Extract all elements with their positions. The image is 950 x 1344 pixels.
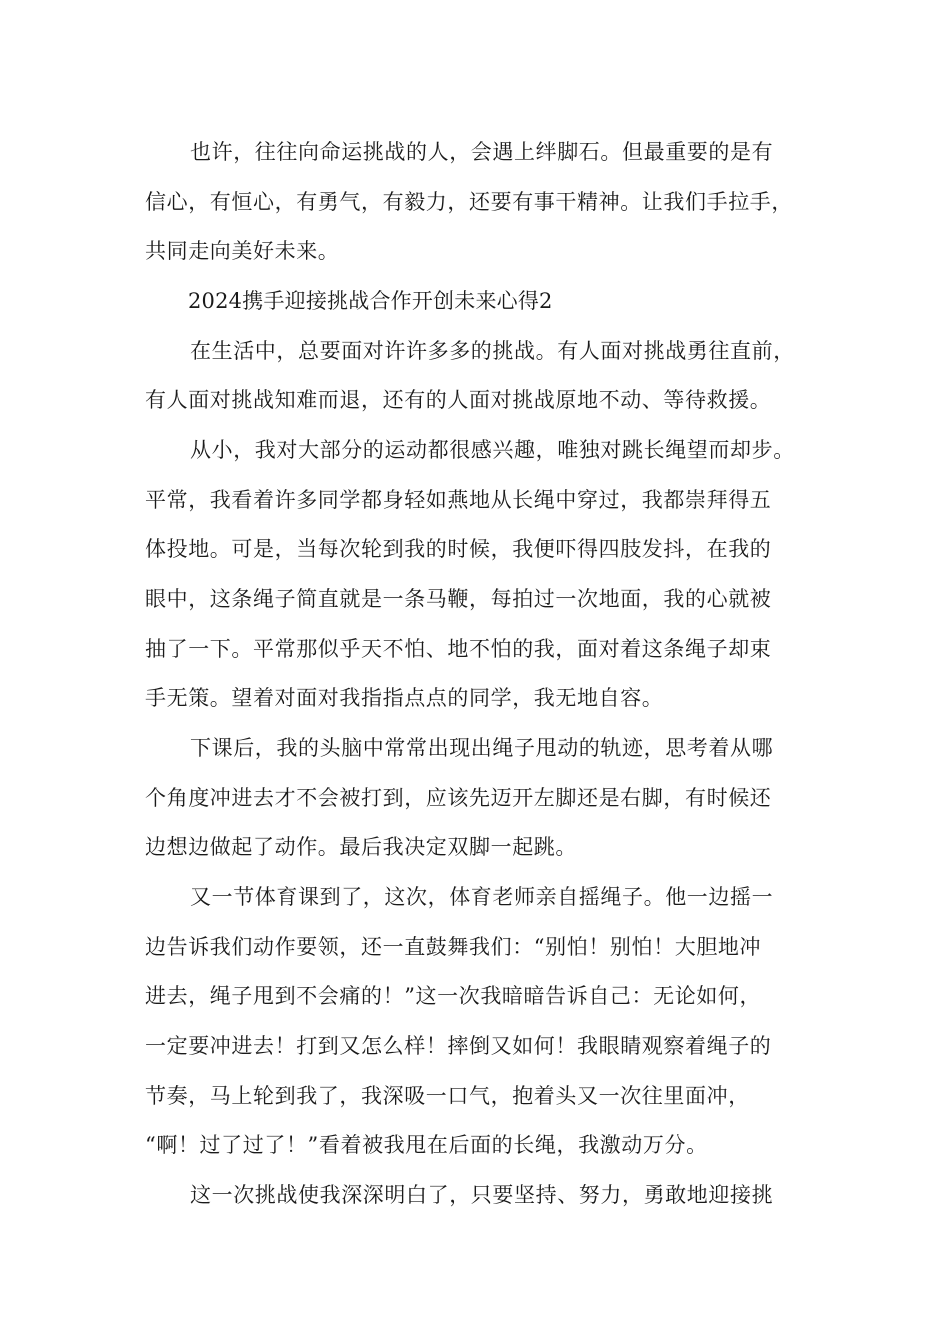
paragraph-line: 下课后，我的头脑中常常出现出绳子甩动的轨迹，思考着从哪 xyxy=(190,736,774,760)
paragraph-line: 有人面对挑战知难而退，还有的人面对挑战原地不动、等待救援。 xyxy=(145,388,772,412)
paragraph-line: 进去，绳子甩到不会痛的！”这一次我暗暗告诉自己：无论如何， xyxy=(145,984,762,1008)
paragraph-line: 眼中，这条绳子简直就是一条马鞭，每拍过一次地面，我的心就被 xyxy=(145,587,772,611)
section-heading: 2024携手迎接挑战合作开创未来心得2 xyxy=(188,289,553,313)
paragraph-line: 边告诉我们动作要领，还一直鼓舞我们：“别怕！别怕！大胆地冲 xyxy=(145,935,762,959)
paragraph-line: 抽了一下。平常那似乎天不怕、地不怕的我，面对着这条绳子却束 xyxy=(145,637,772,661)
paragraph-line: 又一节体育课到了，这次，体育老师亲自摇绳子。他一边摇一 xyxy=(190,885,774,909)
paragraph-line: 一定要冲进去！打到又怎么样！摔倒又如何！我眼睛观察着绳子的 xyxy=(145,1034,772,1058)
paragraph-line: 这一次挑战使我深深明白了，只要坚持、努力，勇敢地迎接挑 xyxy=(190,1183,774,1207)
paragraph-line: 手无策。望着对面对我指指点点的同学，我无地自容。 xyxy=(145,686,664,710)
paragraph-line: 平常，我看着许多同学都身轻如燕地从长绳中穿过，我都崇拜得五 xyxy=(145,488,772,512)
paragraph-line: 信心，有恒心，有勇气，有毅力，还要有事干精神。让我们手拉手， xyxy=(145,190,793,214)
paragraph-line: 也许，往往向命运挑战的人，会遇上绊脚石。但最重要的是有 xyxy=(190,140,774,164)
paragraph-line: 共同走向美好未来。 xyxy=(145,239,340,263)
paragraph-line: 在生活中，总要面对许许多多的挑战。有人面对挑战勇往直前， xyxy=(190,339,795,363)
paragraph-line: “啊！过了过了！”看着被我甩在后面的长绳，我激动万分。 xyxy=(145,1133,708,1157)
paragraph-line: 体投地。可是，当每次轮到我的时候，我便吓得四肢发抖，在我的 xyxy=(145,537,772,561)
paragraph-line: 节奏，马上轮到我了，我深吸一口气，抱着头又一次往里面冲， xyxy=(145,1084,750,1108)
paragraph-line: 个角度冲进去才不会被打到，应该先迈开左脚还是右脚，有时候还 xyxy=(145,786,772,810)
paragraph-line: 边想边做起了动作。最后我决定双脚一起跳。 xyxy=(145,835,577,859)
paragraph-line: 从小，我对大部分的运动都很感兴趣，唯独对跳长绳望而却步。 xyxy=(190,438,795,462)
